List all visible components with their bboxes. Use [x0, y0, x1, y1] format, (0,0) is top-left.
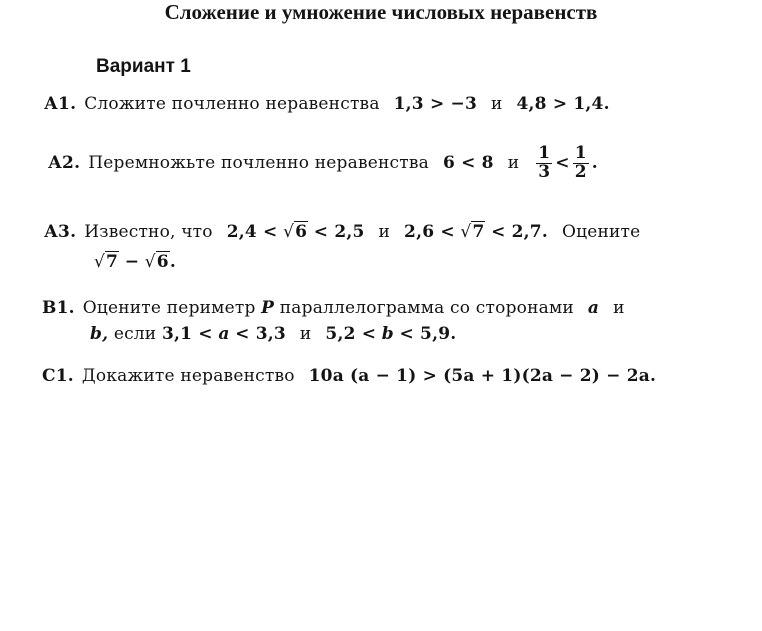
- task-b1-text-1: Оцените периметр: [82, 298, 256, 318]
- page-title: Сложение и умножение числовых неравенств: [164, 0, 598, 24]
- task-b1-ineq2-right: < 5,9.: [399, 324, 457, 344]
- sqrt-7-expr-symbol: √7: [94, 252, 119, 272]
- fraction-1-denominator: 3: [538, 162, 551, 182]
- task-b1-ineq1-left: 3,1 <: [161, 324, 213, 344]
- fraction-2-denominator: 2: [574, 162, 587, 182]
- task-b1-var-b: b,: [90, 324, 109, 344]
- task-a1-and: и: [491, 94, 503, 114]
- task-a1: [44, 94, 610, 114]
- task-b1-and-1: и: [613, 298, 625, 318]
- task-a3-ineq2-left: 2,6 <: [404, 222, 455, 242]
- task-a3-ineq1-right: < 2,5: [313, 222, 365, 242]
- task-a2: [48, 138, 598, 188]
- task-a2-inequality-1: 6 < 8: [442, 153, 494, 173]
- task-a2-label: А2.: [48, 153, 81, 173]
- task-a3-expr-period: .: [169, 252, 176, 272]
- task-a2-period: .: [591, 153, 598, 173]
- task-c1: [42, 366, 656, 386]
- task-a1-inequality-2: 4,8 > 1,4.: [516, 94, 610, 114]
- task-b1-text-3: если: [113, 324, 157, 344]
- task-a3: [44, 222, 640, 242]
- task-b1-text-2: параллелограмма со сторонами: [279, 298, 574, 318]
- task-b1-label: В1.: [42, 298, 75, 318]
- task-b1: [42, 298, 625, 318]
- task-a3-text: Известно, что: [84, 222, 213, 242]
- fraction-one-half: [573, 145, 589, 182]
- task-a3-label: А3.: [44, 222, 77, 242]
- task-b1-ineq1-var: a: [218, 324, 230, 344]
- task-b1-conditions: [90, 324, 456, 344]
- variant-heading: Вариант 1: [96, 56, 191, 77]
- task-a1-inequality-1: 1,3 > −3: [393, 94, 477, 114]
- task-c1-expression: 10a (a − 1) > (5a + 1)(2a − 2) − 2a.: [308, 366, 657, 386]
- task-a3-and: и: [378, 222, 391, 242]
- task-b1-and-2: и: [299, 324, 312, 344]
- task-a3-expression: [94, 252, 176, 272]
- fraction-1-numerator: 1: [538, 143, 551, 164]
- task-a2-and: и: [507, 153, 520, 173]
- task-a3-minus: −: [124, 252, 140, 272]
- fraction-one-third: [536, 145, 552, 182]
- task-b1-var-a: a: [587, 298, 600, 318]
- task-b1-ineq2-left: 5,2 <: [325, 324, 377, 344]
- task-a3-ineq2-right: < 2,7.: [491, 222, 548, 242]
- sqrt-6-symbol: √6: [283, 222, 308, 242]
- task-a2-less-than: <: [555, 153, 570, 173]
- task-b1-ineq2-var: b: [381, 324, 394, 344]
- task-a1-text: Сложите почленно неравенства: [84, 94, 380, 114]
- task-c1-label: С1.: [42, 366, 74, 386]
- sqrt-7-symbol: √7: [460, 222, 485, 242]
- task-b1-var-p: P: [261, 298, 275, 318]
- task-a2-text: Перемножьте почленно неравенства: [88, 153, 429, 173]
- task-a3-ineq1-left: 2,4 <: [226, 222, 278, 242]
- task-a3-estimate: Оцените: [561, 222, 641, 242]
- fraction-2-numerator: 1: [574, 143, 587, 164]
- task-c1-text: Докажите неравенство: [81, 366, 295, 386]
- task-b1-ineq1-right: < 3,3: [235, 324, 286, 344]
- task-a1-label: А1.: [44, 94, 77, 114]
- sqrt-6-expr-symbol: √6: [144, 252, 169, 272]
